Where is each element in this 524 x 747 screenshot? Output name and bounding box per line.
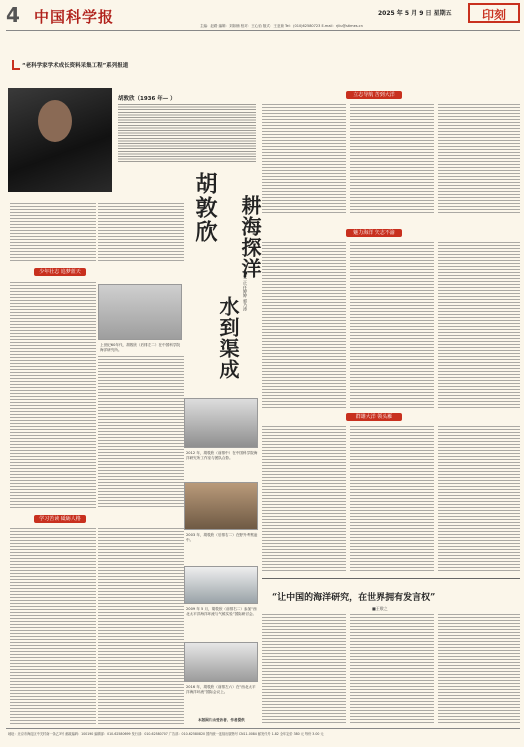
- feature-title-line1: 耕海探洋: [238, 195, 262, 279]
- section-banner-right-2: 魅力海洋 矢志不渝: [346, 229, 402, 237]
- bottom-text-a: [262, 614, 346, 724]
- right-text-2a: [262, 242, 346, 408]
- profile-bio: [118, 104, 256, 162]
- feature-title-name: 胡敦欣: [192, 172, 218, 244]
- section-name: 印刻: [468, 3, 520, 23]
- right-text-1b: [350, 104, 434, 214]
- group-photo: [98, 284, 182, 340]
- right-text-3b: [350, 426, 434, 572]
- bottom-article-title: “让中国的海洋研究，在世界拥有发言权”: [272, 593, 436, 603]
- photo-2: [184, 482, 258, 530]
- section-banner-left-1: 少年壮志 追梦蓝天: [34, 268, 86, 276]
- photo-2-caption: 2003 年，胡敦欣（后排右二）在野外考察途中。: [186, 533, 258, 542]
- portrait-face: [38, 100, 72, 142]
- feature-title-line2: 水到渠成: [216, 296, 240, 380]
- section-banner-right-3: 群雄大洋 领头雁: [346, 413, 402, 421]
- header-rule: [6, 30, 520, 31]
- bottom-article-byline: ■王敬之: [372, 606, 388, 611]
- photo-1-caption: 2012 年，胡敦欣（前排中）在中国科学院海洋研究所工作室与团队合影。: [186, 451, 258, 460]
- series-title-marker: [12, 60, 20, 70]
- series-title: “老科学家学术成长资料采集工程”系列报道: [22, 63, 129, 69]
- profile-heading: 胡敦欣（1936 年— ）: [118, 96, 176, 102]
- intro-text-b: [98, 203, 184, 261]
- section2-text-a: [10, 528, 96, 724]
- bottom-text-b: [350, 614, 434, 724]
- section1-text-a: [10, 282, 96, 508]
- section2-text-b: [98, 528, 184, 724]
- photo-1: [184, 398, 258, 448]
- footer-text: 地址：北京市海淀区中关村南一条乙3号 邮政编码：100190 编辑部：010-62580699 发行部：010-62580707 广告部：010-62580820 国内统一连续出版物号 CN11-0084 邮发代号 1-82 全年定价 380 元 每份 3.00 元: [8, 732, 324, 736]
- issue-date: [378, 8, 452, 17]
- intro-text-a: [10, 203, 96, 261]
- weekday-text: 星期五: [433, 10, 452, 17]
- right-text-1a: [262, 104, 346, 214]
- photo-footer-credit: 本版图片由受访者、作者提供: [198, 718, 245, 722]
- right-text-2c: [438, 242, 520, 408]
- right-text-1c: [438, 104, 520, 214]
- page-number: 4: [6, 3, 20, 27]
- right-text-3c: [438, 426, 520, 572]
- bottom-article-rule: [262, 578, 520, 579]
- footer-rule: [6, 728, 520, 729]
- right-text-2b: [350, 242, 434, 408]
- editors-line: 主编：赵路 编辑：刘如楠 校对：王心怡 版式：王亚琼 Tel：(010)62580723 E-mail：rjliu@stimes.cn: [200, 24, 363, 28]
- photo-3-caption: 2009 年 5 月，胡敦欣（前排右二）参加“西北太平洋海洋环流与气候实验”国际研讨会。: [186, 607, 257, 616]
- section-banner-left-2: 学习苦读 砥砺人格: [34, 515, 86, 523]
- photo-3: [184, 566, 258, 604]
- section-banner-right-1: 立志导航 苦到大洋: [346, 91, 402, 99]
- bottom-text-c: [438, 614, 520, 724]
- date-text: 2025 年 5 月 9 日: [378, 10, 432, 17]
- masthead: 中国科学报: [34, 8, 115, 26]
- right-text-3a: [262, 426, 346, 572]
- photo-4: [184, 642, 258, 682]
- group-photo-caption: 上世纪60年代，胡敦欣（后排左二）在中国科学院海洋研究所。: [100, 343, 181, 352]
- section1-text-b: [98, 356, 184, 508]
- photo-4-caption: 2016 年，胡敦欣（前排左六）在“西北太平洋海洋环流”国际会议上。: [186, 685, 256, 694]
- feature-byline: ■张 正 任婷婷 郭乃涛: [243, 270, 248, 311]
